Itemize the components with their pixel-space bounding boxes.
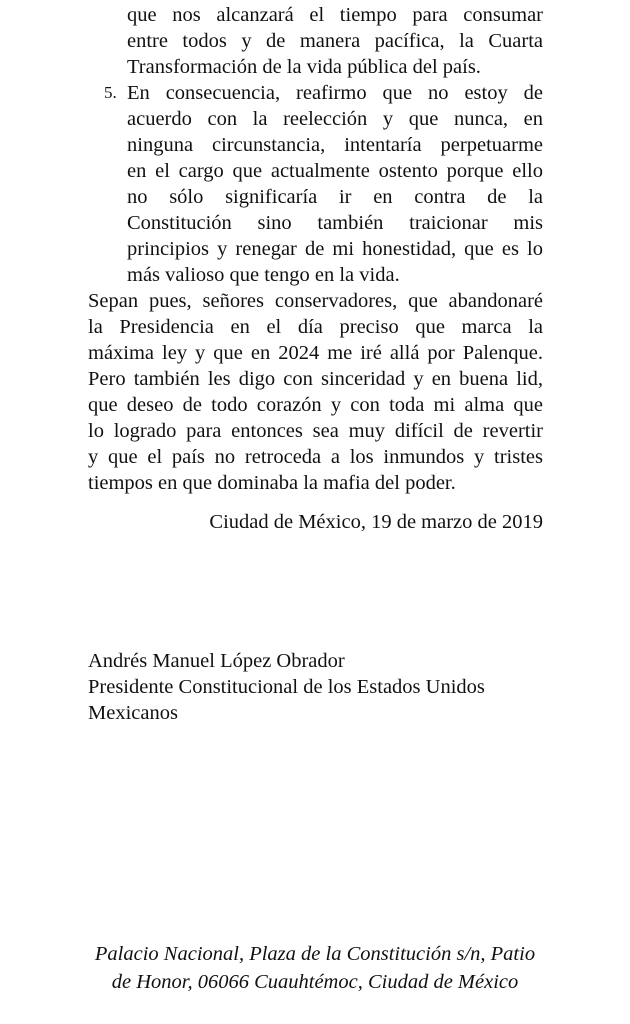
item4-line-3: Transformación de la vida pública del país.	[127, 56, 481, 78]
closing-line-4: Pero también les digo con sinceridad y en buena lid,	[88, 368, 543, 390]
item5-line-6: Constitución sino también traicionar mis	[127, 212, 543, 234]
signature-title-line-1: Presidente Constitucional de los Estados Unidos	[88, 676, 485, 698]
item5-number: 5.	[104, 83, 117, 102]
item5-line-2: acuerdo con la reelección y que nunca, en	[127, 108, 543, 130]
item5-line-8: más valioso que tengo en la vida.	[127, 264, 400, 286]
item5-line-7: principios y renegar de mi honestidad, que es lo	[127, 238, 543, 260]
closing-line-2: la Presidencia en el día preciso que marca la	[88, 316, 543, 338]
place-date: Ciudad de México, 19 de marzo de 2019	[209, 511, 543, 533]
item5-line-4: en el cargo que actualmente ostento porque ello	[127, 160, 543, 182]
signature-name: Andrés Manuel López Obrador	[88, 650, 345, 672]
footer-address-line-2: de Honor, 06066 Cuauhtémoc, Ciudad de México	[111, 971, 519, 993]
item4-line-1: que nos alcanzará el tiempo para consumar	[127, 4, 543, 26]
closing-line-1: Sepan pues, señores conservadores, que abandonaré	[88, 290, 543, 312]
closing-line-7: y que el país no retroceda a los inmundos y tristes	[88, 446, 543, 468]
closing-line-6: lo logrado para entonces sea muy difícil de revertir	[88, 420, 543, 442]
closing-line-5: que deseo de todo corazón y con toda mi alma que	[88, 394, 543, 416]
item5-line-1: En consecuencia, reafirmo que no estoy de	[127, 82, 543, 104]
signature-title-line-2: Mexicanos	[88, 702, 178, 724]
item4-line-2: entre todos y de manera pacífica, la Cuarta	[127, 30, 543, 52]
closing-line-3: máxima ley y que en 2024 me iré allá por Palenque.	[88, 342, 543, 364]
footer-address-line-1: Palacio Nacional, Plaza de la Constitución s/n, Patio	[94, 943, 536, 965]
item5-line-3: ninguna circunstancia, intentaría perpetuarme	[127, 134, 543, 156]
closing-line-8: tiempos en que dominaba la mafia del poder.	[88, 472, 456, 494]
item5-line-5: no sólo significaría ir en contra de la	[127, 186, 543, 208]
